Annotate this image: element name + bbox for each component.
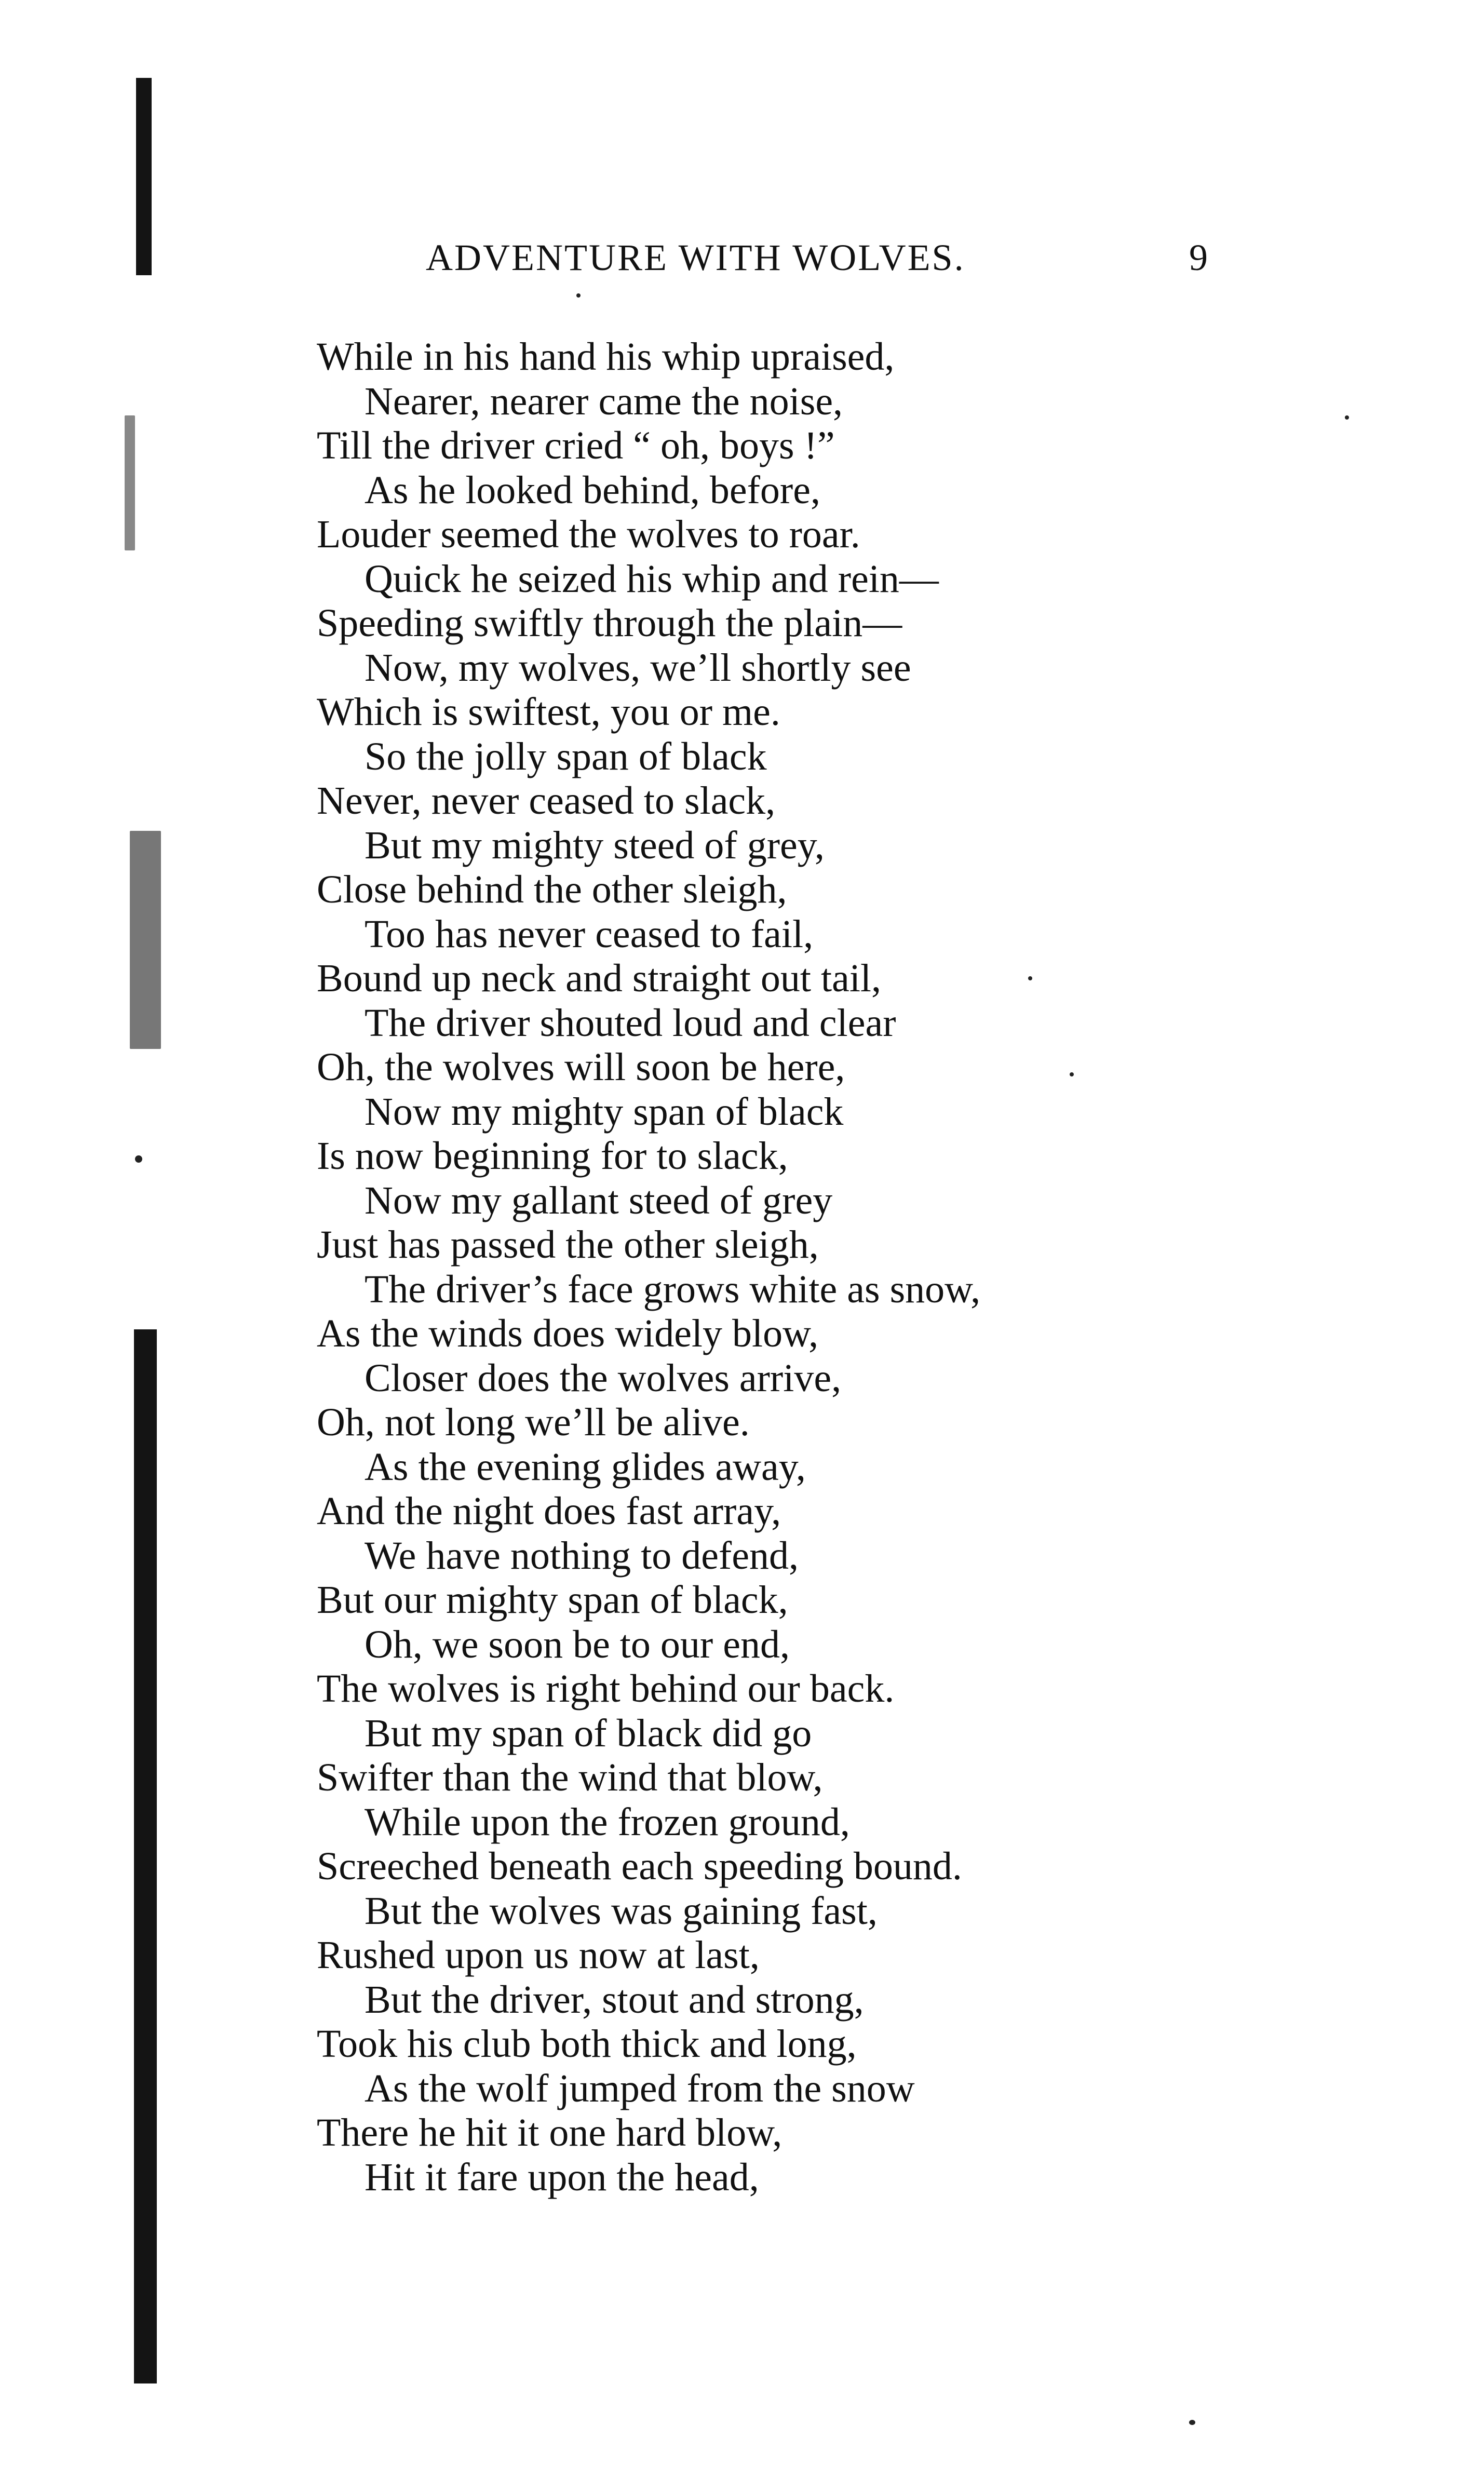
poem-line: And the night does fast array, — [317, 1489, 781, 1533]
poem-line: There he hit it one hard blow, — [317, 2111, 783, 2154]
poem-line: Never, never ceased to slack, — [317, 779, 776, 823]
poem-line: Is now beginning for to slack, — [317, 1134, 788, 1178]
poem-line: But my span of black did go — [365, 1711, 812, 1755]
poem-line: Hit it fare upon the head, — [365, 2155, 759, 2199]
poem-line: The wolves is right behind our back. — [317, 1667, 895, 1711]
poem-line: Oh, not long we’ll be alive. — [317, 1400, 750, 1444]
poem-line: But the wolves was gaining fast, — [365, 1889, 878, 1933]
poem-line: Screeched beneath each speeding bound. — [317, 1844, 962, 1888]
poem-line: But my mighty steed of grey, — [365, 823, 825, 867]
poem-line: Oh, we soon be to our end, — [365, 1622, 790, 1666]
poem-line: Quick he seized his whip and rein— — [365, 557, 939, 601]
poem-line: Oh, the wolves will soon be here, — [317, 1045, 845, 1089]
poem-text — [317, 335, 1096, 2200]
scan-gutter-fleck — [130, 831, 161, 1049]
poem-line: Till the driver cried “ oh, boys !” — [317, 424, 835, 467]
poem-line: Just has passed the other sleigh, — [317, 1223, 819, 1267]
poem-line: Took his club both thick and long, — [317, 2022, 857, 2066]
poem-line: Which is swiftest, you or me. — [317, 690, 780, 734]
poem-line: The driver shouted loud and clear — [365, 1001, 896, 1045]
poem-line: Too has never ceased to fail, — [365, 912, 814, 956]
poem-line: As the wolf jumped from the snow — [365, 2066, 915, 2110]
scan-speck — [1345, 415, 1349, 420]
poem-line: As he looked behind, before, — [365, 468, 820, 512]
poem-line: But the driver, stout and strong, — [365, 1977, 864, 2022]
poem-line: Speeding swiftly through the plain— — [317, 601, 902, 645]
poem-line: As the winds does widely blow, — [317, 1312, 819, 1355]
poem-line: Now my mighty span of black — [365, 1089, 844, 1134]
poem-line: The driver’s face grows white as snow, — [365, 1267, 981, 1311]
poem-line: Nearer, nearer came the noise, — [365, 379, 843, 423]
poem-line: Louder seemed the wolves to roar. — [317, 513, 860, 556]
scan-speck — [1189, 2420, 1195, 2425]
poem-line: As the evening glides away, — [365, 1445, 806, 1489]
scan-gutter-shadow-bottom — [134, 1329, 157, 2383]
poem-line: Rushed upon us now at last, — [317, 1933, 760, 1977]
poem-line: Swifter than the wind that blow, — [317, 1756, 823, 1799]
poem-line: So the jolly span of black — [365, 734, 767, 778]
scan-speck — [576, 293, 581, 298]
scan-gutter-shadow-top — [136, 78, 152, 275]
scan-speck — [135, 1155, 142, 1163]
poem-line: Closer does the wolves arrive, — [365, 1356, 842, 1400]
page-number: 9 — [1189, 237, 1208, 278]
poem-line: While upon the frozen ground, — [365, 1800, 850, 1844]
running-head-title: ADVENTURE WITH WOLVES. — [426, 237, 965, 278]
poem-line: We have nothing to defend, — [365, 1533, 799, 1578]
poem-line: Close behind the other sleigh, — [317, 868, 787, 911]
poem-line: But our mighty span of black, — [317, 1578, 788, 1622]
poem-line: While in his hand his whip upraised, — [317, 335, 895, 379]
poem-line: Now, my wolves, we’ll shortly see — [365, 645, 911, 690]
poem-line: Bound up neck and straight out tail, — [317, 957, 882, 1000]
poem-line: Now my gallant steed of grey — [365, 1178, 833, 1222]
scan-gutter-fleck — [125, 415, 135, 550]
